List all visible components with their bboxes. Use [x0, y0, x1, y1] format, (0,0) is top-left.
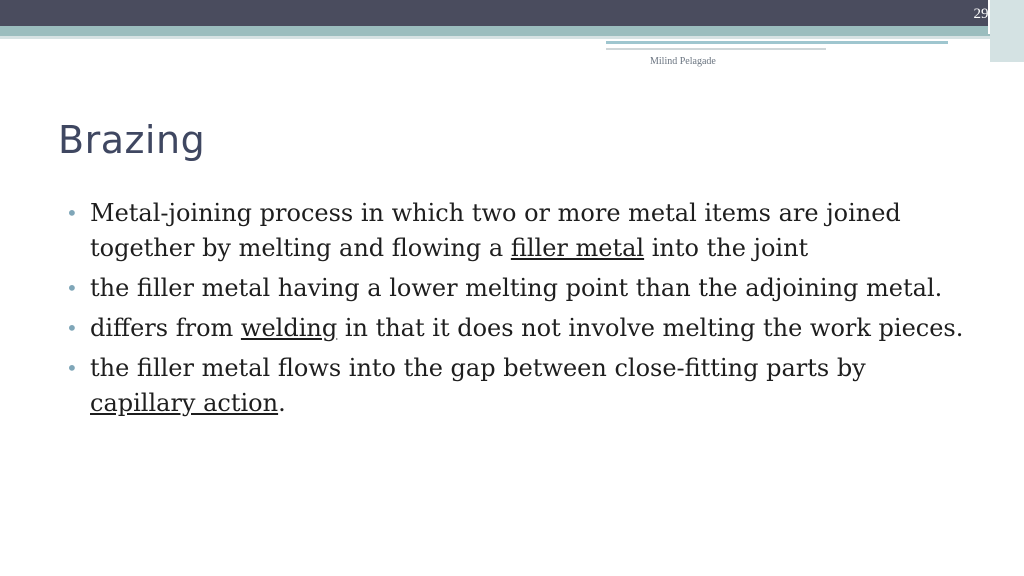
bullet-text: the filler metal flows into the gap between close-fitting parts by	[90, 354, 866, 382]
bullet-text: differs from	[90, 314, 241, 342]
bullet-item	[66, 196, 966, 266]
bullet-item	[66, 271, 966, 306]
bullet-dot-icon: •	[66, 201, 78, 225]
header-dark-band	[0, 0, 1024, 26]
bullet-dot-icon: •	[66, 356, 78, 380]
bullet-dot-icon: •	[66, 276, 78, 300]
linked-term[interactable]: filler metal	[510, 234, 645, 262]
bullet-item	[66, 311, 966, 346]
bullet-list	[66, 196, 966, 426]
author-accent-line-secondary	[606, 48, 826, 50]
linked-term[interactable]: capillary action	[90, 389, 279, 417]
author-name: Milind Pelagade	[650, 56, 716, 67]
bullet-text: Metal-joining process in which two or more metal items are joined together by melting and flowing a	[90, 199, 901, 262]
slide-title: Brazing	[58, 118, 206, 162]
header-teal-band	[0, 26, 1024, 36]
bullet-dot-icon: •	[66, 316, 78, 340]
bullet-text: .	[278, 389, 286, 417]
linked-term[interactable]: welding	[240, 314, 338, 342]
header-light-line	[0, 36, 1024, 39]
bullet-text: the filler metal having a lower melting point than the adjoining metal.	[90, 274, 943, 302]
bullet-text: into the joint	[644, 234, 809, 262]
author-accent-line	[606, 41, 948, 44]
header-right-strip	[990, 0, 1024, 62]
slide-number: 29	[973, 6, 989, 22]
bullet-text: in that it does not involve melting the work pieces.	[337, 314, 964, 342]
bullet-item	[66, 351, 966, 421]
